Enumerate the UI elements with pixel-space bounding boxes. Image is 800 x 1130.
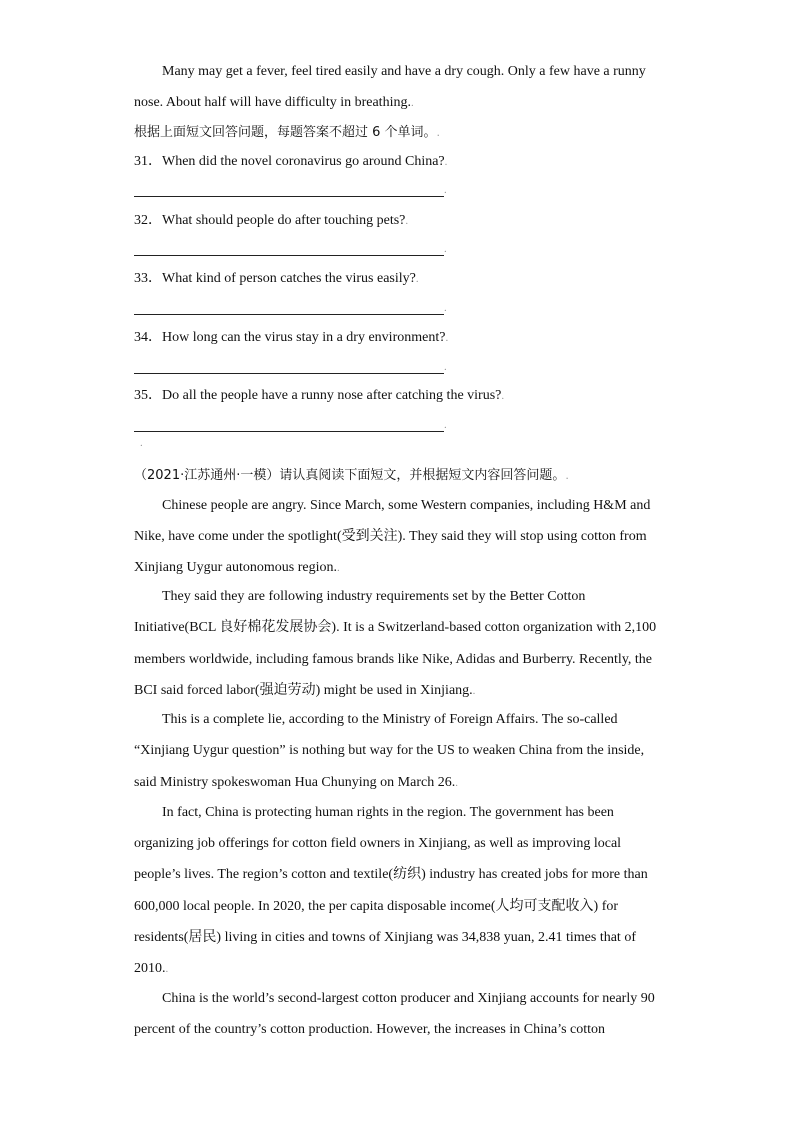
answer-line-31[interactable] (134, 196, 444, 197)
passage-line: Initiative(BCL 良好棉花发展协会). It is a Switzerland-based cotton organization with 2,100 (134, 620, 657, 635)
section-header: （2021·江苏通州·一模）请认真阅读下面短文，并根据短文内容回答问题。. (134, 468, 569, 483)
paragraph-mark: . (444, 243, 447, 255)
passage-line: Chinese people are angry. Since March, some Western companies, including H&M and (162, 498, 651, 513)
passage-line: said Ministry spokeswoman Hua Chunying on March 26.. (134, 775, 458, 790)
answer-line-34[interactable] (134, 373, 444, 374)
paragraph-mark: . (444, 302, 447, 314)
passage-line: people’s lives. The region’s cotton and textile(纺织) industry has created jobs for more than (134, 867, 648, 882)
question-34: 34．How long can the virus stay in a dry environment?. (134, 330, 449, 345)
question-33: 33．What kind of person catches the virus easily?. (134, 271, 419, 286)
passage-line: In fact, China is protecting human rights in the region. The government has been (162, 805, 614, 820)
question-35: 35．Do all the people have a runny nose after catching the virus?. (134, 388, 505, 403)
question-32: 32．What should people do after touching pets?. (134, 213, 409, 228)
passage-line: This is a complete lie, according to the Ministry of Foreign Affairs. The so-called (162, 712, 618, 727)
passage-line: Many may get a fever, feel tired easily and have a dry cough. Only a few have a runny (162, 64, 646, 79)
instructions: 根据上面短文回答问题，每题答案不超过 6 个单词。. (134, 125, 441, 140)
paragraph-mark: . (444, 361, 447, 373)
passage-line: 2010.. (134, 961, 169, 976)
passage-line: China is the world’s second-largest cotton producer and Xinjiang accounts for nearly 90 (162, 991, 655, 1006)
paragraph-mark: . (140, 437, 143, 449)
answer-line-32[interactable] (134, 255, 444, 256)
paragraph-mark: . (444, 184, 447, 196)
passage-line: They said they are following industry requirements set by the Better Cotton (162, 589, 586, 604)
passage-line: BCI said forced labor(强迫劳动) might be used in Xinjiang.. (134, 683, 476, 698)
answer-line-33[interactable] (134, 314, 444, 315)
passage-line: members worldwide, including famous brands like Nike, Adidas and Burberry. Recently, the (134, 652, 653, 667)
passage-line: nose. About half will have difficulty in breathing.. (134, 95, 414, 110)
question-31: 31．When did the novel coronavirus go around China?. (134, 154, 448, 169)
passage-line: 600,000 local people. In 2020, the per capita disposable income(人均可支配收入) for (134, 899, 619, 914)
passage-line: percent of the country’s cotton production. However, the increases in China’s cotton (134, 1022, 606, 1037)
passage-line: residents(居民) living in cities and towns of Xinjiang was 34,838 yuan, 2.41 times that of (134, 930, 636, 945)
passage-line: Nike, have come under the spotlight(受到关注). They said they will stop using cotton from (134, 529, 647, 544)
passage-line: “Xinjiang Uygur question” is nothing but way for the US to weaken China from the inside, (134, 743, 645, 758)
passage-line: Xinjiang Uygur autonomous region.. (134, 560, 340, 575)
answer-line-35[interactable] (134, 431, 444, 432)
passage-line: organizing job offerings for cotton field owners in Xinjiang, as well as improving local (134, 836, 622, 851)
paragraph-mark: . (444, 419, 447, 431)
